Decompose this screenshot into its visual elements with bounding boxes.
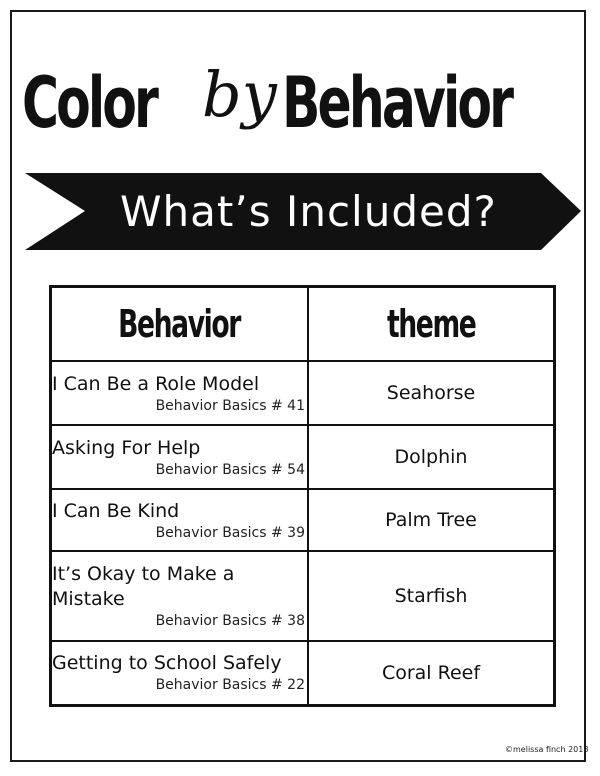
table-row [51,361,555,425]
table-row [51,489,555,551]
title-word-color: Color [22,62,156,144]
behavior-title: It’s Okay to Make a Mistake [52,563,235,610]
behavior-subtitle: Behavior Basics # 41 [155,397,305,414]
title-word-by: by [202,58,277,131]
behavior-subtitle: Behavior Basics # 54 [155,461,305,478]
theme-cell: Coral Reef [308,641,555,705]
title-word-behavior: Behavior [282,62,512,144]
table-row [51,641,555,705]
behavior-cell [51,551,309,641]
banner-title: What’s Included? [120,187,497,236]
theme-cell: Palm Tree [308,489,555,551]
table-header-row [51,287,555,362]
behavior-subtitle: Behavior Basics # 39 [155,524,305,541]
page-title [22,55,582,155]
theme-cell: Dolphin [308,425,555,489]
behavior-subtitle: Behavior Basics # 38 [155,613,305,629]
theme-cell: Seahorse [308,361,555,425]
behavior-title: Getting to School Safely [52,652,282,675]
behavior-cell [51,425,309,489]
table-row [51,425,555,489]
behavior-title: Asking For Help [52,436,201,459]
behavior-column-header: Behavior [51,287,309,362]
behavior-title: I Can Be Kind [52,499,180,522]
behavior-subtitle: Behavior Basics # 22 [155,677,305,694]
table-row [51,551,555,641]
theme-cell: Starfish [308,551,555,641]
theme-column-header: theme [308,287,555,362]
behavior-title: I Can Be a Role Model [52,372,260,395]
behavior-cell [51,641,309,705]
behavior-cell [51,361,309,425]
copyright-note: ©melissa finch 2018 [505,745,589,754]
behavior-cell [51,489,309,551]
included-table [49,285,556,707]
included-banner [25,173,581,250]
